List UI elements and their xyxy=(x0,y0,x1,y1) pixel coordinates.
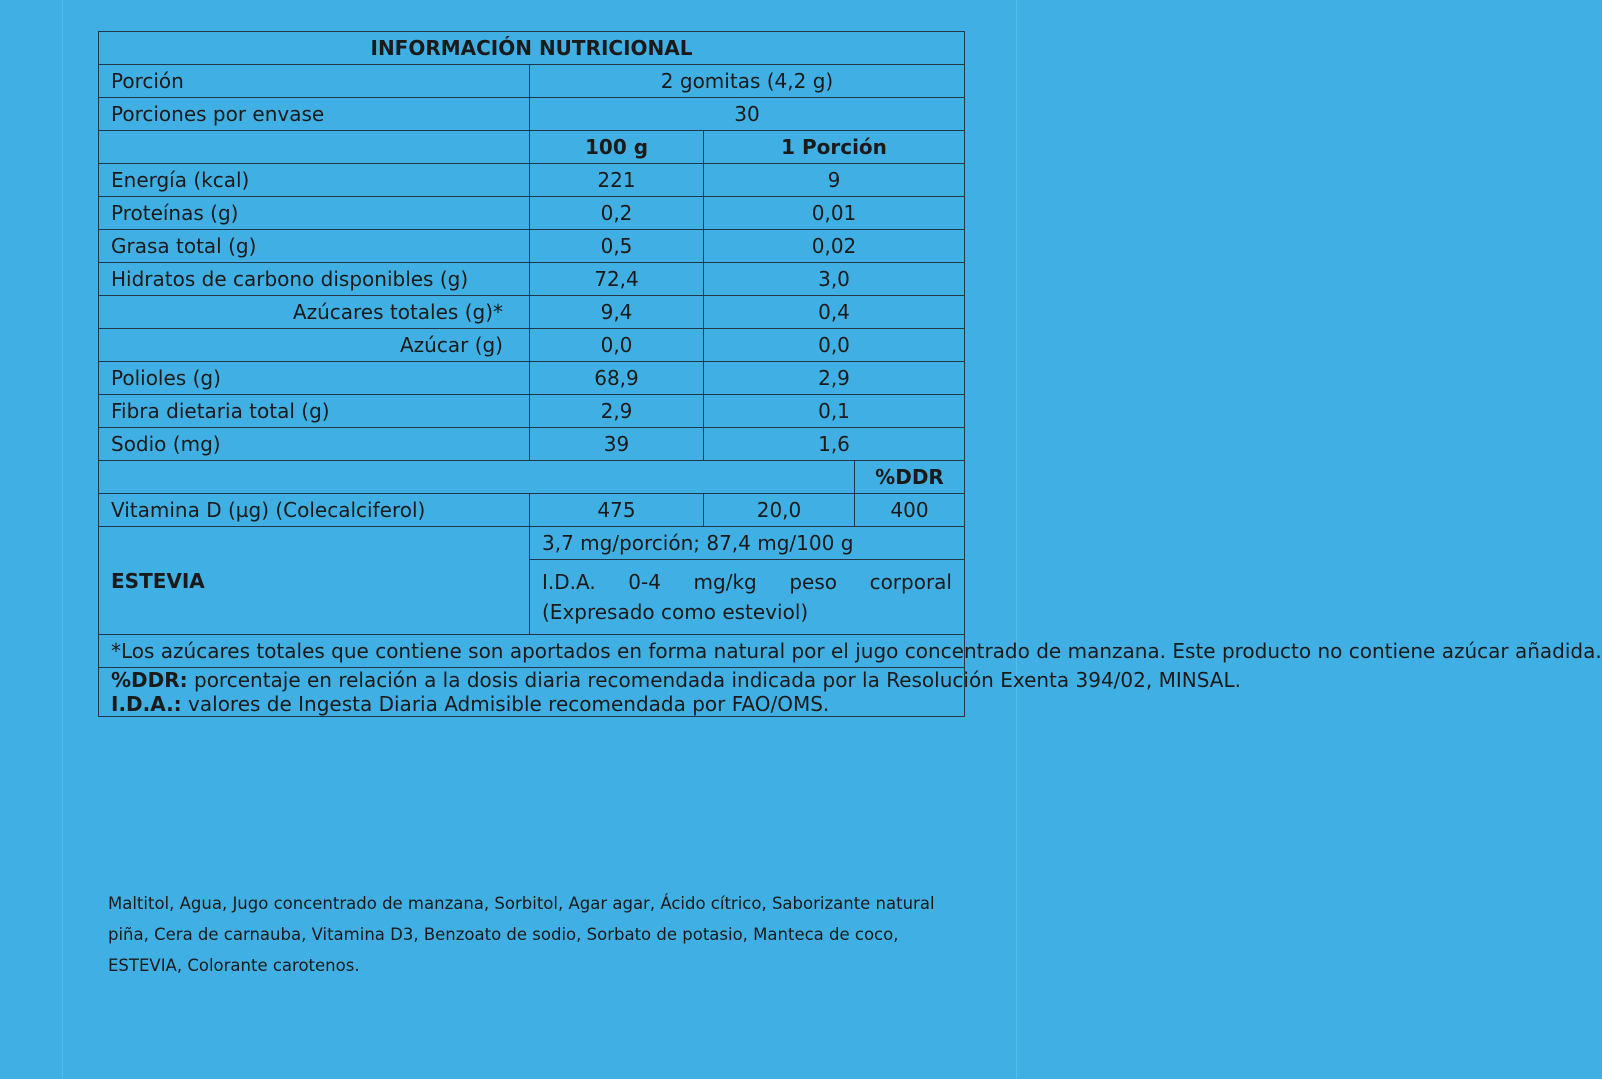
table-title: INFORMACIÓN NUTRICIONAL xyxy=(99,32,965,65)
porciones-envase-row xyxy=(99,98,965,131)
nutrient-row xyxy=(99,164,965,197)
nutrient-label: Proteínas (g) xyxy=(99,197,530,230)
nutrient-per100: 0,0 xyxy=(530,329,704,362)
nutrient-row xyxy=(99,428,965,461)
ingredients-text: Maltitol, Agua, Jugo concentrado de manzana, Sorbitol, Agar agar, Ácido cítrico, Saborizante natural piña, Cera de carnauba, Vitamina D3, Benzoato de sodio, Sorbato de potasio, Manteca de coco, ESTEVIA, Colorante carotenos. xyxy=(108,894,935,975)
header-per-portion: 1 Porción xyxy=(704,131,965,164)
nutrient-row xyxy=(99,362,965,395)
nutrient-per-portion: 0,01 xyxy=(704,197,965,230)
ddr-term: %DDR: xyxy=(111,668,188,692)
nutrient-per-portion: 0,4 xyxy=(704,296,965,329)
ddr-text: porcentaje en relación a la dosis diaria recomendada indicada por la Resolución Exenta 394/02, MINSAL. xyxy=(187,668,1241,692)
edge-line-right xyxy=(1016,0,1017,1079)
nutrient-label: Grasa total (g) xyxy=(99,230,530,263)
nutrient-per-portion: 3,0 xyxy=(704,263,965,296)
nutrient-per100: 221 xyxy=(530,164,704,197)
nutrient-label: Hidratos de carbono disponibles (g) xyxy=(99,263,530,296)
nutrient-per-portion: 0,1 xyxy=(704,395,965,428)
nutrient-per100: 2,9 xyxy=(530,395,704,428)
nutrient-per-portion: 9 xyxy=(704,164,965,197)
ida-term: I.D.A.: xyxy=(111,692,182,716)
porcion-row xyxy=(99,65,965,98)
nutrient-label-indented: Azúcares totales (g)* xyxy=(99,296,530,329)
nutrient-per100: 68,9 xyxy=(530,362,704,395)
nutrient-row xyxy=(99,230,965,263)
definitions-cell xyxy=(99,668,1241,717)
nutrient-per100: 0,2 xyxy=(530,197,704,230)
nutrient-label-indented: Azúcar (g) xyxy=(99,329,530,362)
vitamina-ddr: 400 xyxy=(855,494,965,527)
nutrient-row xyxy=(99,263,965,296)
nutrient-per100: 39 xyxy=(530,428,704,461)
nutrient-label: Energía (kcal) xyxy=(99,164,530,197)
ida-definition xyxy=(111,692,952,716)
definitions-row xyxy=(99,668,965,717)
empty-header-cell xyxy=(99,131,530,164)
nutrient-label: Polioles (g) xyxy=(99,362,530,395)
header-ddr: %DDR xyxy=(855,461,965,494)
porcion-value: 2 gomitas (4,2 g) xyxy=(530,65,965,98)
nutrient-per-portion: 0,02 xyxy=(704,230,965,263)
nutrient-per100: 0,5 xyxy=(530,230,704,263)
vitamina-per-portion: 20,0 xyxy=(704,494,855,527)
title-row xyxy=(99,32,965,65)
nutrient-per-portion: 0,0 xyxy=(704,329,965,362)
nutrient-row xyxy=(99,395,965,428)
nutrient-row xyxy=(99,329,965,362)
edge-line-left xyxy=(62,0,63,1079)
vitamina-per100: 475 xyxy=(530,494,704,527)
vitamina-label: Vitamina D (µg) (Colecalciferol) xyxy=(99,494,530,527)
estevia-label: ESTEVIA xyxy=(99,527,530,635)
ddr-header-row xyxy=(99,461,965,494)
ida-text: valores de Ingesta Diaria Admisible recomendada por FAO/OMS. xyxy=(181,692,830,716)
porciones-envase-label: Porciones por envase xyxy=(99,98,530,131)
nutrient-per-portion: 1,6 xyxy=(704,428,965,461)
vitamina-row xyxy=(99,494,965,527)
estevia-row xyxy=(99,527,965,560)
nutrient-per-portion: 2,9 xyxy=(704,362,965,395)
header-per100: 100 g xyxy=(530,131,704,164)
footnote-sugar: *Los azúcares totales que contiene son aportados en forma natural por el jugo concentrado de manzana. Este producto no contiene azúcar añadida. xyxy=(99,635,965,668)
estevia-ida-cell xyxy=(530,560,965,635)
column-header-row xyxy=(99,131,965,164)
footnote-sugar-row xyxy=(99,635,965,668)
estevia-dose: 3,7 mg/porción; 87,4 mg/100 g xyxy=(530,527,965,560)
porciones-envase-value: 30 xyxy=(530,98,965,131)
nutrient-label: Sodio (mg) xyxy=(99,428,530,461)
empty-ddr-spacer xyxy=(99,461,855,494)
nutrient-row xyxy=(99,296,965,329)
ddr-definition xyxy=(111,668,1241,692)
estevia-ida-line1: I.D.A. 0-4 mg/kg peso corporal xyxy=(542,570,952,594)
estevia-ida-line2: (Expresado como esteviol) xyxy=(542,600,809,624)
nutrient-per100: 9,4 xyxy=(530,296,704,329)
nutrient-per100: 72,4 xyxy=(530,263,704,296)
nutrient-label: Fibra dietaria total (g) xyxy=(99,395,530,428)
nutrition-table xyxy=(98,31,1602,717)
nutrient-row xyxy=(99,197,965,230)
porcion-label: Porción xyxy=(99,65,530,98)
